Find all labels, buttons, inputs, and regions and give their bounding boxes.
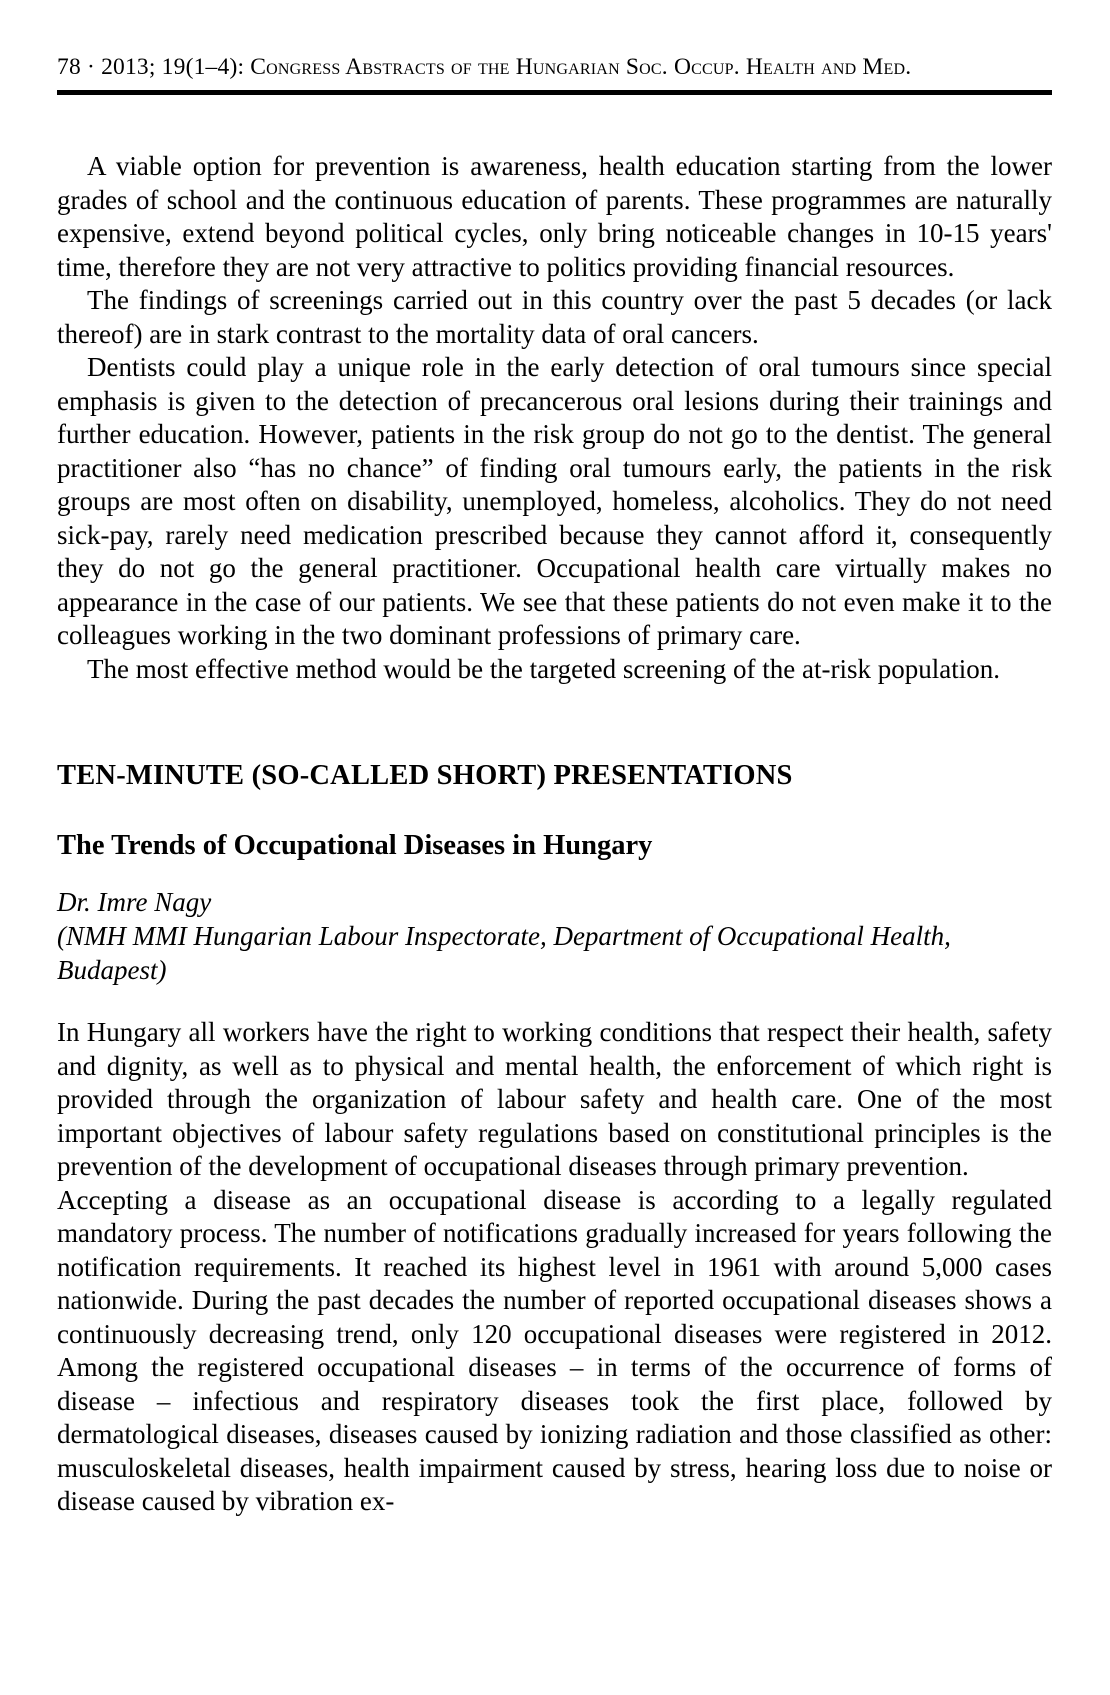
abstract-continuation [57,150,1052,686]
header-rule [57,90,1052,95]
article-title: The Trends of Occupational Diseases in Hungary [57,830,653,861]
page-body [57,150,1052,1519]
body-paragraph: In Hungary all workers have the right to working conditions that respect their health, safety and dignity, as well as to physical and mental health, the enforcement of which right is provided through the organization of labour safety and health care. One of the most important objectives of labour safety regulations based on constitutional principles is the prevention of the development of occupational diseases through primary prevention. [57,1017,1052,1181]
running-header [57,54,1052,81]
body-paragraph: Dentists could play a unique role in the early detection of oral tumours since special emphasis is given to the detection of precancerous oral lesions during their trainings and further education. However, patients in the risk group do not go to the dentist. The general practitioner also “has no chance” of finding oral tumours early, the patients in the risk groups are most often on disability, unemployed, homeless, alcoholics. They do not need sick-pay, rarely need medication prescribed because they cannot afford it, consequently they do not go the general practitioner. Occupational health care virtually makes no appearance in the case of our patients. We see that these patients do not even make it to the colleagues working in the two dominant professions of primary care. [57,352,1052,650]
body-paragraph: A viable option for prevention is awareness, health education starting from the lower grades of school and the continuous education of parents. These programmes are naturally expensive, extend beyond political cycles, only bring noticeable changes in 10-15 years' time, therefore they are not very attractive to politics providing financial resources. [57,151,1052,282]
author-name: Dr. Imre Nagy [57,887,212,917]
author-block [57,885,1052,987]
section-heading: TEN-MINUTE (SO-CALLED SHORT) PRESENTATIONS [57,760,793,791]
journal-title: Congress Abstracts of the Hungarian Soc. Occup. Health and Med. [250,54,912,80]
body-paragraph: The findings of screenings carried out in this country over the past 5 decades (or lack thereof) are in stark contrast to the mortality data of oral cancers. [57,285,1052,349]
article-abstract [57,1016,1052,1519]
author-affiliation: (NMH MMI Hungarian Labour Inspectorate, Department of Occupational Health, Budapest) [57,921,951,985]
body-paragraph: Accepting a disease as an occupational disease is according to a legally regulated mandatory process. The number of notifications gradually increased for years following the notification requirements. It reached its highest level in 1961 with around 5,000 cases nationwide. During the past decades the number of reported occupational diseases shows a continuously decreasing trend, only 120 occupational diseases were registered in 2012. Among the registered occupational diseases – in terms of the occurrence of forms of disease – infectious and respiratory diseases took the first place, followed by dermatological diseases, diseases caused by ionizing radiation and those classified as other: musculoskeletal diseases, health impairment caused by stress, hearing loss due to noise or disease caused by vibration ex- [57,1184,1052,1516]
page-volume-info: 78 · 2013; 19(1–4): [57,54,245,80]
body-paragraph: The most effective method would be the targeted screening of the at-risk population. [87,653,1000,684]
